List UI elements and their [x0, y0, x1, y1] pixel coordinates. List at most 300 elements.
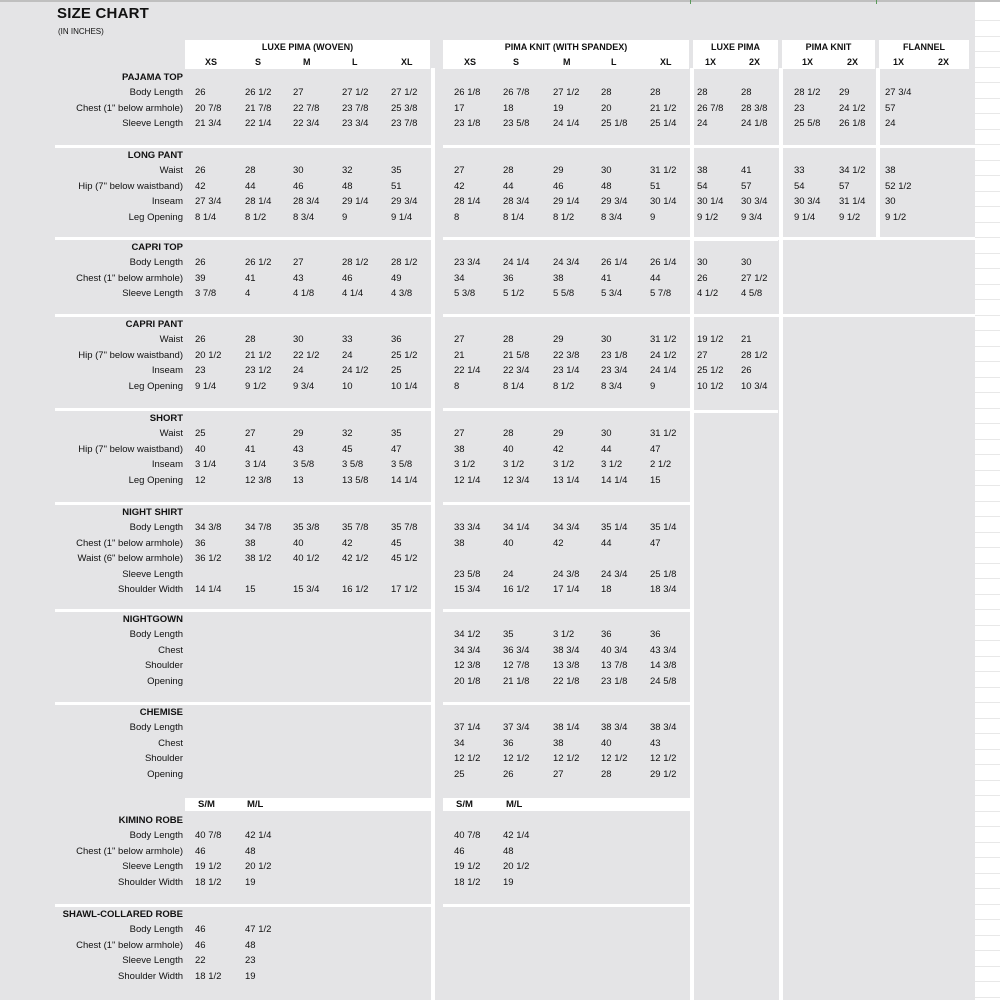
- cell-value: 13: [293, 474, 304, 486]
- gridline: [975, 919, 1000, 920]
- row-label: Chest (1" below armhole): [76, 102, 183, 114]
- gridline: [975, 718, 1000, 719]
- cell-value: 9 1/4: [391, 211, 413, 223]
- cell-value: 26 1/4: [650, 257, 677, 269]
- gridline: [975, 423, 1000, 424]
- cell-value: 8 1/4: [503, 380, 525, 392]
- cell-value: 9 3/4: [293, 380, 315, 392]
- cell-value: 12 3/8: [454, 660, 481, 672]
- gridline: [975, 857, 1000, 858]
- cell-value: 4 1/8: [293, 288, 315, 300]
- cell-value: 31 1/2: [650, 428, 677, 440]
- robe-size-header: [443, 798, 690, 811]
- cell-value: 30: [697, 257, 708, 269]
- section-title: NIGHT SHIRT: [122, 507, 183, 518]
- cell-value: 26 7/8: [697, 102, 724, 114]
- cell-value: 22 1/4: [454, 365, 481, 377]
- cell-value: 24: [503, 568, 514, 580]
- cell-value: 18: [601, 584, 612, 595]
- cell-value: 19 1/2: [195, 861, 222, 873]
- gridline: [975, 563, 1000, 564]
- cell-value: 30: [885, 196, 896, 208]
- cell-value: 24 3/4: [553, 257, 580, 269]
- robe-size-label: M/L: [247, 799, 264, 810]
- cell-value: 38 3/4: [650, 722, 677, 734]
- cell-value: 23 7/8: [342, 102, 369, 114]
- cell-value: 9 1/2: [839, 211, 861, 223]
- row-label: Chest (1" below armhole): [76, 537, 183, 549]
- row-label: Shoulder: [144, 753, 183, 765]
- row-label: Chest (1" below armhole): [76, 939, 183, 951]
- gridline: [975, 346, 1000, 347]
- cell-value: 21 3/4: [195, 118, 222, 130]
- cell-value: 4 3/8: [391, 288, 413, 300]
- cell-value: 42 1/2: [342, 553, 369, 565]
- cell-value: 13 7/8: [601, 660, 628, 672]
- cell-value: 26 1/4: [601, 257, 628, 269]
- section-title: CAPRI PANT: [125, 319, 183, 330]
- cell-value: 20 1/2: [503, 861, 530, 873]
- cell-value: 38: [553, 272, 564, 284]
- cell-value: 48: [245, 939, 256, 951]
- gridline: [975, 873, 1000, 874]
- cell-value: 26: [195, 257, 206, 269]
- cell-value: 17 1/4: [553, 584, 580, 595]
- size-label: M: [303, 57, 311, 67]
- section-divider: [693, 238, 778, 241]
- row-label: Waist: [159, 334, 183, 346]
- cell-value: 38 1/2: [245, 553, 272, 565]
- page-subtitle: (IN INCHES): [58, 27, 104, 36]
- group-header-label: FLANNEL: [903, 42, 945, 52]
- section-title: CHEMISE: [139, 707, 183, 718]
- cell-value: 28: [601, 87, 612, 99]
- column-divider: [779, 68, 783, 240]
- cell-value: 23 1/8: [601, 675, 628, 687]
- cell-value: 13 1/4: [553, 474, 580, 486]
- cell-value: 9 1/2: [697, 211, 719, 223]
- gridline: [975, 315, 1000, 316]
- cell-value: 42: [454, 180, 465, 192]
- cell-value: 25 1/2: [697, 365, 724, 377]
- cell-value: 33 3/4: [454, 522, 481, 534]
- cell-value: 47: [650, 443, 661, 455]
- section-divider: [693, 410, 778, 413]
- cell-value: 40: [601, 737, 612, 749]
- gridline: [975, 842, 1000, 843]
- gridline: [975, 222, 1000, 223]
- cell-value: 19: [245, 970, 256, 982]
- cell-value: 39: [195, 272, 206, 284]
- cell-value: 41: [601, 272, 612, 284]
- cell-value: 23 1/8: [454, 118, 481, 130]
- cell-value: 23: [195, 365, 206, 377]
- cell-value: 30: [601, 334, 612, 346]
- cell-value: 29 1/4: [342, 196, 369, 208]
- cell-value: 47: [650, 537, 661, 549]
- cell-value: 22 1/2: [293, 349, 320, 361]
- column-divider: [876, 68, 880, 240]
- row-label: Chest (1" below armhole): [76, 272, 183, 284]
- cell-value: 14 1/4: [601, 474, 628, 486]
- section-title: SHORT: [149, 413, 183, 424]
- cell-value: 18 1/2: [454, 876, 481, 888]
- cell-value: 19: [553, 102, 564, 114]
- cell-value: 8 1/2: [553, 211, 575, 223]
- cell-value: 46: [195, 845, 206, 857]
- cell-value: 5 3/8: [454, 288, 476, 300]
- cell-value: 3 1/2: [601, 459, 623, 471]
- gridline: [975, 175, 1000, 176]
- cell-value: 10 1/4: [391, 380, 418, 392]
- size-label: 1X: [802, 57, 814, 67]
- cell-value: 4 1/2: [697, 288, 719, 300]
- gridline: [975, 36, 1000, 37]
- section-divider: [443, 314, 690, 317]
- section-divider: [443, 408, 690, 411]
- cell-value: 40: [195, 443, 206, 455]
- section-title: SHAWL-COLLARED ROBE: [62, 909, 183, 920]
- cell-value: 3 7/8: [195, 288, 217, 300]
- cell-value: 26: [503, 768, 514, 780]
- cell-value: 36: [391, 334, 402, 346]
- cell-value: 9 3/4: [741, 211, 763, 223]
- cell-value: 20 7/8: [195, 102, 222, 114]
- cell-value: 16 1/2: [342, 584, 369, 595]
- gridline: [975, 749, 1000, 750]
- size-label: XL: [401, 57, 413, 67]
- cell-value: 3 1/4: [245, 459, 267, 471]
- cell-value: 24 5/8: [650, 675, 677, 687]
- cell-value: 27: [454, 334, 465, 346]
- row-label: Waist: [159, 428, 183, 440]
- cell-value: 21: [454, 349, 465, 361]
- cell-value: 25 1/4: [650, 118, 677, 130]
- cell-value: 42: [342, 537, 353, 549]
- cell-value: 25 1/8: [650, 568, 677, 580]
- cell-value: 13 3/8: [553, 660, 580, 672]
- cell-value: 38 3/4: [553, 644, 580, 656]
- gridline: [975, 299, 1000, 300]
- row-label: Sleeve Length: [122, 118, 183, 130]
- gridline: [975, 160, 1000, 161]
- cell-value: 24 3/4: [601, 568, 628, 580]
- cell-value: 49: [391, 272, 402, 284]
- cell-value: 27: [293, 87, 304, 99]
- gridline: [975, 408, 1000, 409]
- cell-value: 44: [503, 180, 514, 192]
- gridline: [975, 826, 1000, 827]
- cell-value: 20 1/8: [454, 675, 481, 687]
- section-title: CAPRI TOP: [131, 242, 183, 253]
- row-label: Waist: [159, 165, 183, 177]
- cell-value: 12 3/4: [503, 474, 530, 486]
- cell-value: 43 3/4: [650, 644, 677, 656]
- cell-value: 26 1/8: [839, 118, 866, 130]
- cell-value: 35 3/8: [293, 522, 320, 534]
- cell-value: 2 1/2: [650, 459, 672, 471]
- cell-value: 35 1/4: [601, 522, 628, 534]
- cell-value: 40 7/8: [454, 830, 481, 842]
- group-header-label: PIMA KNIT: [805, 42, 852, 52]
- row-label: Inseam: [151, 459, 183, 471]
- cell-value: 42: [195, 180, 206, 192]
- cell-value: 38: [553, 737, 564, 749]
- cell-value: 24 1/4: [650, 365, 677, 377]
- cell-value: 28: [741, 87, 752, 99]
- cell-value: 5 5/8: [553, 288, 575, 300]
- cell-value: 10 3/4: [741, 380, 768, 392]
- cell-value: 31 1/4: [839, 196, 866, 208]
- section-divider: [55, 702, 431, 705]
- size-label: 1X: [705, 57, 717, 67]
- cell-value: 10 1/2: [697, 380, 724, 392]
- cell-value: 30: [293, 334, 304, 346]
- cell-value: 23 5/8: [454, 568, 481, 580]
- row-label: Leg Opening: [128, 474, 183, 486]
- cell-value: 35: [391, 165, 402, 177]
- gridline: [975, 981, 1000, 982]
- cell-value: 20 1/2: [195, 349, 222, 361]
- cell-value: 38: [885, 165, 896, 177]
- cell-value: 26 1/2: [245, 87, 272, 99]
- cell-value: 35 1/4: [650, 522, 677, 534]
- cell-value: 46: [293, 180, 304, 192]
- cell-value: 13 5/8: [342, 474, 369, 486]
- cell-value: 37 3/4: [503, 722, 530, 734]
- cell-value: 40 1/2: [293, 553, 320, 565]
- cell-value: 9 1/4: [794, 211, 816, 223]
- cell-value: 27: [553, 768, 564, 780]
- cell-value: 22 1/4: [245, 118, 272, 130]
- gridline: [975, 811, 1000, 812]
- cell-value: 9: [342, 211, 348, 223]
- cell-value: 24: [697, 118, 708, 130]
- cell-value: 43: [650, 737, 661, 749]
- cell-value: 22 3/8: [553, 349, 580, 361]
- cell-value: 46: [195, 924, 206, 936]
- cell-value: 23 3/4: [454, 257, 481, 269]
- gridline: [975, 671, 1000, 672]
- cell-value: 42 1/4: [245, 830, 272, 842]
- gridline: [975, 20, 1000, 21]
- cell-value: 28: [503, 165, 514, 177]
- cell-value: 24 1/2: [342, 365, 369, 377]
- cell-value: 35 7/8: [391, 522, 418, 534]
- size-label: L: [611, 57, 617, 67]
- cell-value: 42: [553, 443, 564, 455]
- cell-value: 40: [293, 537, 304, 549]
- cell-value: 15: [245, 584, 256, 595]
- row-label: Shoulder Width: [118, 876, 183, 888]
- cell-value: 28 1/2: [342, 257, 369, 269]
- cell-value: 36: [195, 537, 206, 549]
- cell-value: 34 3/4: [454, 644, 481, 656]
- cell-value: 38: [454, 443, 465, 455]
- group-header-label: LUXE PIMA: [710, 42, 760, 52]
- cell-value: 45 1/2: [391, 553, 418, 565]
- row-label: Sleeve Length: [122, 955, 183, 967]
- cell-value: 28 1/2: [741, 349, 768, 361]
- cell-value: 32: [342, 428, 353, 440]
- cell-value: 29: [293, 428, 304, 440]
- cell-value: 28: [245, 165, 256, 177]
- cell-value: 57: [741, 180, 752, 192]
- cell-value: 21 1/2: [245, 349, 272, 361]
- cell-value: 3 1/2: [553, 629, 575, 641]
- cell-value: 34 7/8: [245, 522, 272, 534]
- gridline: [975, 439, 1000, 440]
- cell-value: 34: [454, 737, 465, 749]
- cell-value: 57: [839, 180, 850, 192]
- section-divider: [55, 314, 431, 317]
- gridline: [975, 501, 1000, 502]
- gridline: [975, 966, 1000, 967]
- cell-value: 31 1/2: [650, 165, 677, 177]
- gridline: [975, 950, 1000, 951]
- cell-value: 45: [342, 443, 353, 455]
- section-divider: [55, 237, 431, 240]
- page-title: SIZE CHART: [57, 5, 149, 22]
- section-divider: [55, 904, 431, 907]
- cell-value: 45: [391, 537, 402, 549]
- size-label: L: [352, 57, 358, 67]
- cell-value: 28: [697, 87, 708, 99]
- cell-value: 14 1/4: [391, 474, 418, 486]
- gridline: [975, 377, 1000, 378]
- gridline: [975, 330, 1000, 331]
- cell-value: 34 1/4: [503, 522, 530, 534]
- cell-value: 19 1/2: [454, 861, 481, 873]
- cell-value: 35: [503, 629, 514, 641]
- gridline: [975, 935, 1000, 936]
- robe-size-header: [185, 798, 431, 811]
- cell-value: 24: [885, 118, 896, 130]
- cell-value: 18 1/2: [195, 970, 222, 982]
- cell-value: 40 7/8: [195, 830, 222, 842]
- gridline: [975, 129, 1000, 130]
- gridline: [975, 764, 1000, 765]
- cell-value: 24 1/4: [553, 118, 580, 130]
- cell-value: 43: [293, 272, 304, 284]
- cell-value: 25 1/8: [601, 118, 628, 130]
- section-divider: [55, 609, 431, 612]
- cell-value: 18 1/2: [195, 876, 222, 888]
- cell-value: 29 1/2: [650, 768, 677, 780]
- cell-value: 19 1/2: [697, 334, 724, 346]
- cell-value: 20: [601, 102, 612, 114]
- cell-value: 38: [697, 165, 708, 177]
- cell-value: 34: [454, 272, 465, 284]
- cell-value: 34 3/4: [553, 522, 580, 534]
- cell-value: 8 3/4: [601, 211, 623, 223]
- cell-value: 8 1/4: [503, 211, 525, 223]
- cell-value: 36: [601, 629, 612, 641]
- cell-value: 8 1/4: [195, 211, 217, 223]
- cell-value: 28: [601, 768, 612, 780]
- cell-value: 26: [195, 165, 206, 177]
- cell-value: 4: [245, 288, 251, 300]
- cell-value: 27 3/4: [195, 196, 222, 208]
- cell-value: 22 3/4: [293, 118, 320, 130]
- cell-value: 25: [454, 768, 465, 780]
- column-divider: [690, 68, 694, 1000]
- cell-value: 19: [503, 876, 514, 888]
- cell-value: 40: [503, 537, 514, 549]
- cell-value: 31 1/2: [650, 334, 677, 346]
- cell-value: 27 1/2: [553, 87, 580, 99]
- cell-value: 24 1/2: [650, 349, 677, 361]
- cell-value: 38: [454, 537, 465, 549]
- cell-value: 23 5/8: [503, 118, 530, 130]
- gridline: [975, 191, 1000, 192]
- row-label: Hip (7" below waistband): [78, 443, 183, 455]
- cell-value: 48: [503, 845, 514, 857]
- row-label: Chest: [158, 644, 183, 656]
- cell-value: 43: [293, 443, 304, 455]
- cell-value: 47: [391, 443, 402, 455]
- gridline: [975, 98, 1000, 99]
- cell-value: 24: [293, 365, 304, 377]
- cell-value: 40: [503, 443, 514, 455]
- gridline: [975, 656, 1000, 657]
- cell-value: 18: [503, 102, 514, 114]
- cell-value: 21 1/8: [503, 675, 530, 687]
- cell-value: 21 7/8: [245, 102, 272, 114]
- cell-value: 12 1/4: [454, 474, 481, 486]
- row-label: Sleeve Length: [122, 288, 183, 300]
- size-label: XS: [464, 57, 477, 67]
- cell-value: 9 1/4: [195, 380, 217, 392]
- section-divider: [443, 609, 690, 612]
- gridline: [975, 532, 1000, 533]
- row-label: Hip (7" below waistband): [78, 349, 183, 361]
- cell-value: 48: [601, 180, 612, 192]
- cell-value: 27 1/2: [342, 87, 369, 99]
- cell-value: 30: [601, 428, 612, 440]
- cell-value: 32: [342, 165, 353, 177]
- row-label: Chest (1" below armhole): [76, 845, 183, 857]
- cell-value: 3 5/8: [391, 459, 413, 471]
- cell-value: 36 3/4: [503, 644, 530, 656]
- cell-value: 27 1/2: [741, 272, 768, 284]
- cell-value: 26: [697, 272, 708, 284]
- cell-value: 12 1/2: [454, 753, 481, 765]
- gridline: [975, 253, 1000, 254]
- row-label: Inseam: [151, 196, 183, 208]
- size-label: S: [255, 57, 262, 67]
- cell-value: 30: [293, 165, 304, 177]
- cell-value: 17: [454, 102, 465, 114]
- row-label: Body Length: [129, 924, 183, 936]
- row-label: Waist (6" below armhole): [77, 553, 183, 565]
- cell-value: 26 1/8: [454, 87, 481, 99]
- cell-value: 27 3/4: [885, 87, 912, 99]
- gridline: [975, 687, 1000, 688]
- cell-value: 22 3/4: [503, 365, 530, 377]
- gridline: [975, 997, 1000, 998]
- cell-value: 35: [391, 428, 402, 440]
- cell-value: 21 1/2: [650, 102, 677, 114]
- section-divider: [443, 237, 690, 240]
- gridline: [975, 470, 1000, 471]
- gridline: [975, 361, 1000, 362]
- cell-value: 41: [741, 165, 752, 177]
- cell-value: 28: [503, 334, 514, 346]
- section-divider: [443, 502, 690, 505]
- row-label: Body Length: [129, 830, 183, 842]
- gridline: [975, 780, 1000, 781]
